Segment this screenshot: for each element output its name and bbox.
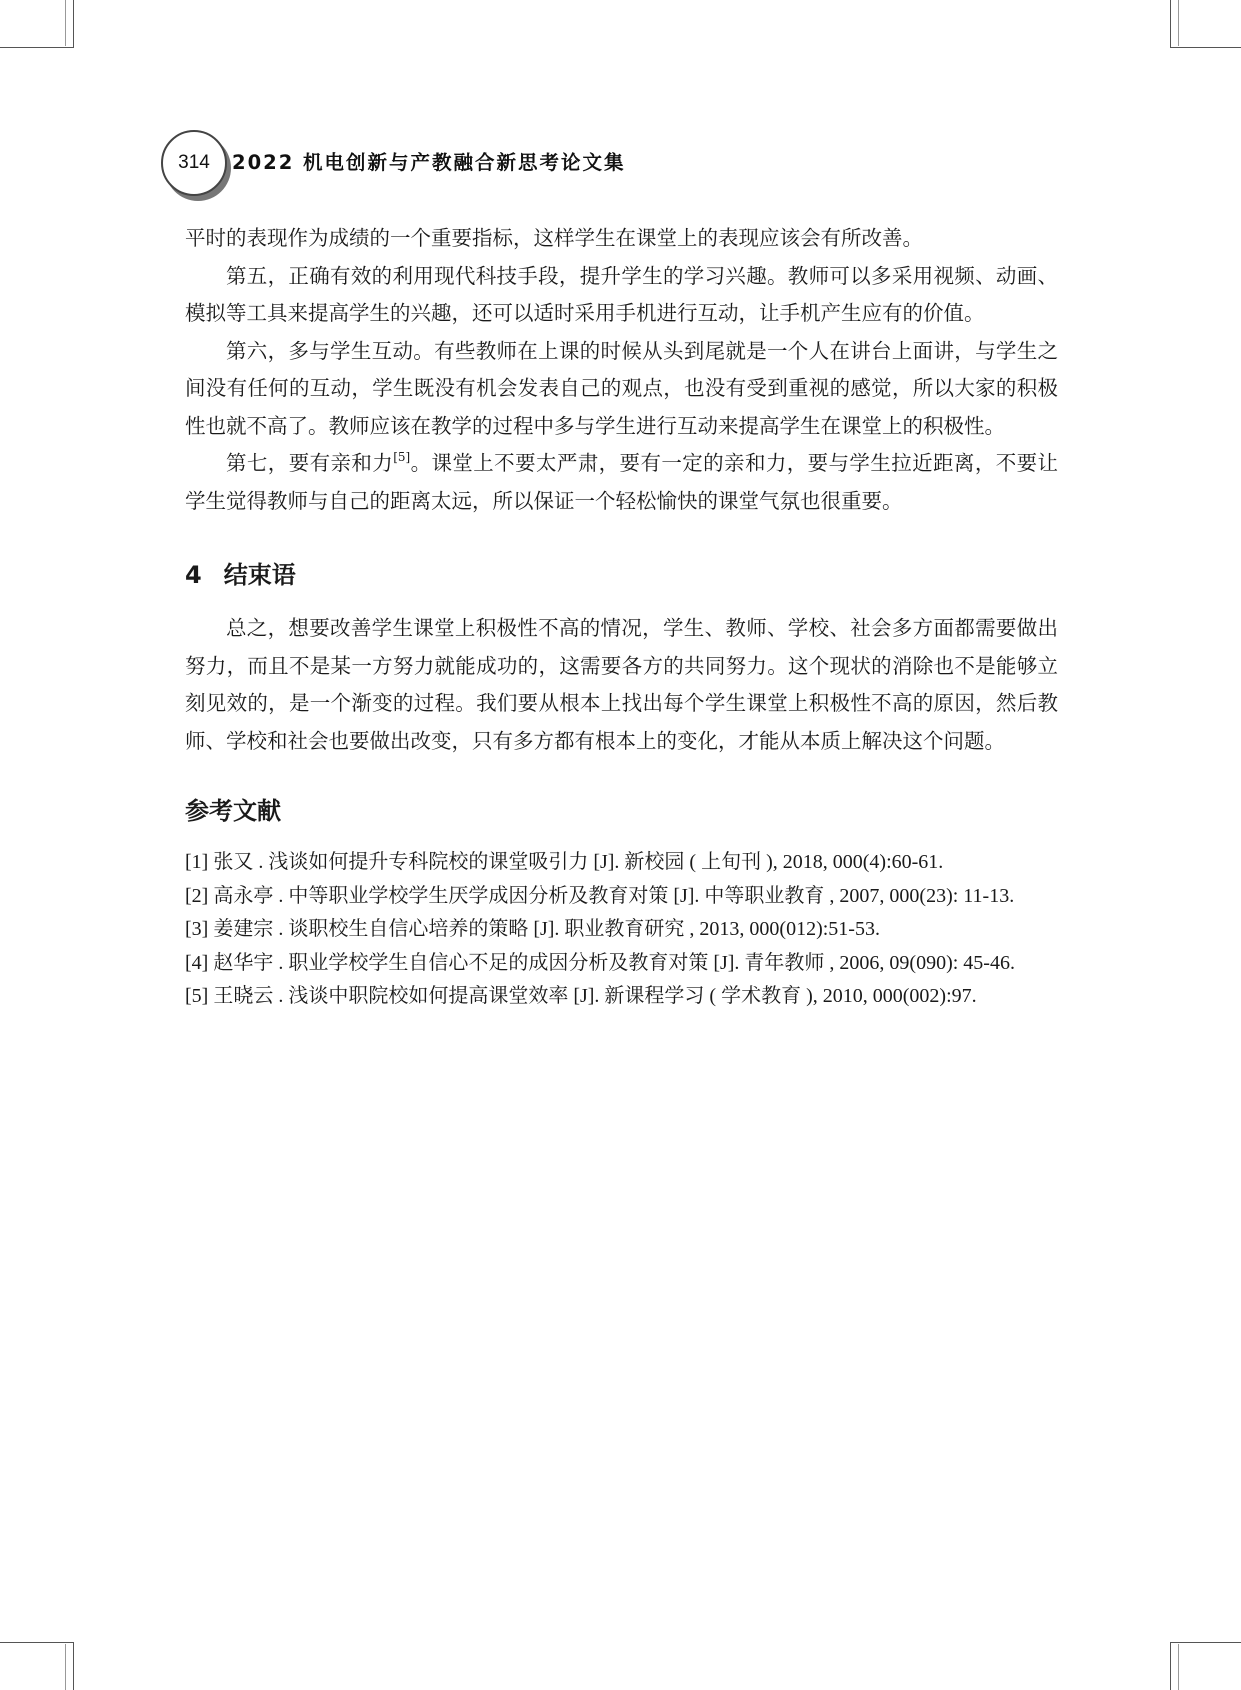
paragraph-text: 。课堂上不要太严肃，要有一定的亲和力，要与学生拉近距离，不要让学生觉得教师与自己的距离太远，所以保证一个轻松愉快的课堂气氛也很重要。 (185, 451, 1059, 513)
paragraph: 第五，正确有效的利用现代科技手段，提升学生的学习兴趣。教师可以多采用视频、动画、模拟等工具来提高学生的兴趣，还可以适时采用手机进行互动，让手机产生应有的价值。 (185, 263, 1058, 325)
page-body (185, 220, 1058, 1014)
paragraph: 总之，想要改善学生课堂上积极性不高的情况，学生、教师、学校、社会多方面都需要做出努力，而且不是某一方努力就能成功的，这需要各方的共同努力。这个现状的消除也不是能够立刻见效的，是一个渐变的过程。我们要从根本上找出每个学生课堂上积极性不高的原因，然后教师、学校和社会也要做出改变，只有多方都有根本上的变化，才能从本质上解决这个问题。 (185, 616, 1058, 753)
page-number: 314 (161, 130, 227, 196)
crop-mark (1170, 47, 1241, 48)
reference-item: [3] 姜建宗 . 谈职校生自信心培养的策略 [J]. 职业教育研究 , 2013, 000(012):51-53. (185, 918, 880, 940)
crop-mark (73, 1642, 74, 1690)
crop-mark (65, 0, 66, 46)
section-heading (185, 560, 1058, 590)
citation-superscript: [5] (393, 450, 411, 464)
crop-mark (1178, 0, 1179, 46)
section-title: 结束语 (223, 561, 296, 589)
paragraph: 平时的表现作为成绩的一个重要指标，这样学生在课堂上的表现应该会有所改善。 (185, 226, 923, 250)
crop-mark (1170, 1642, 1171, 1690)
reference-list (185, 846, 1058, 1014)
crop-mark (1170, 1642, 1241, 1643)
crop-mark (0, 47, 74, 48)
crop-mark (1170, 0, 1171, 48)
reference-item: [4] 赵华宇 . 职业学校学生自信心不足的成因分析及教育对策 [J]. 青年教师 , 2006, 09(090): 45-46. (185, 951, 1015, 974)
reference-item: [5] 王晓云 . 浅谈中职院校如何提高课堂效率 [J]. 新课程学习 ( 学术教育 ), 2010, 000(002):97. (185, 985, 977, 1007)
crop-mark (73, 0, 74, 48)
reference-item: [2] 高永亭 . 中等职业学校学生厌学成因分析及教育对策 [J]. 中等职业教育 , 2007, 000(23): 11-13. (185, 884, 1015, 907)
running-header-title: 2022 机电创新与产教融合新思考论文集 (232, 151, 626, 174)
paragraph-text: 第七，要有亲和力 (226, 451, 394, 475)
crop-mark (1178, 1644, 1179, 1690)
paragraph (185, 445, 1058, 520)
references-heading: 参考文献 (185, 797, 281, 825)
reference-item: [1] 张又 . 浅谈如何提升专科院校的课堂吸引力 [J]. 新校园 ( 上旬刊 ), 2018, 000(4):60-61. (185, 851, 944, 873)
crop-mark (65, 1644, 66, 1690)
crop-mark (0, 1642, 74, 1643)
paragraph: 第六，多与学生互动。有些教师在上课的时候从头到尾就是一个人在讲台上面讲，与学生之间没有任何的互动，学生既没有机会发表自己的观点，也没有受到重视的感觉，所以大家的积极性也就不高了。教师应该在教学的过程中多与学生进行互动来提高学生在课堂上的积极性。 (185, 338, 1058, 438)
section-number: 4 (185, 561, 202, 589)
